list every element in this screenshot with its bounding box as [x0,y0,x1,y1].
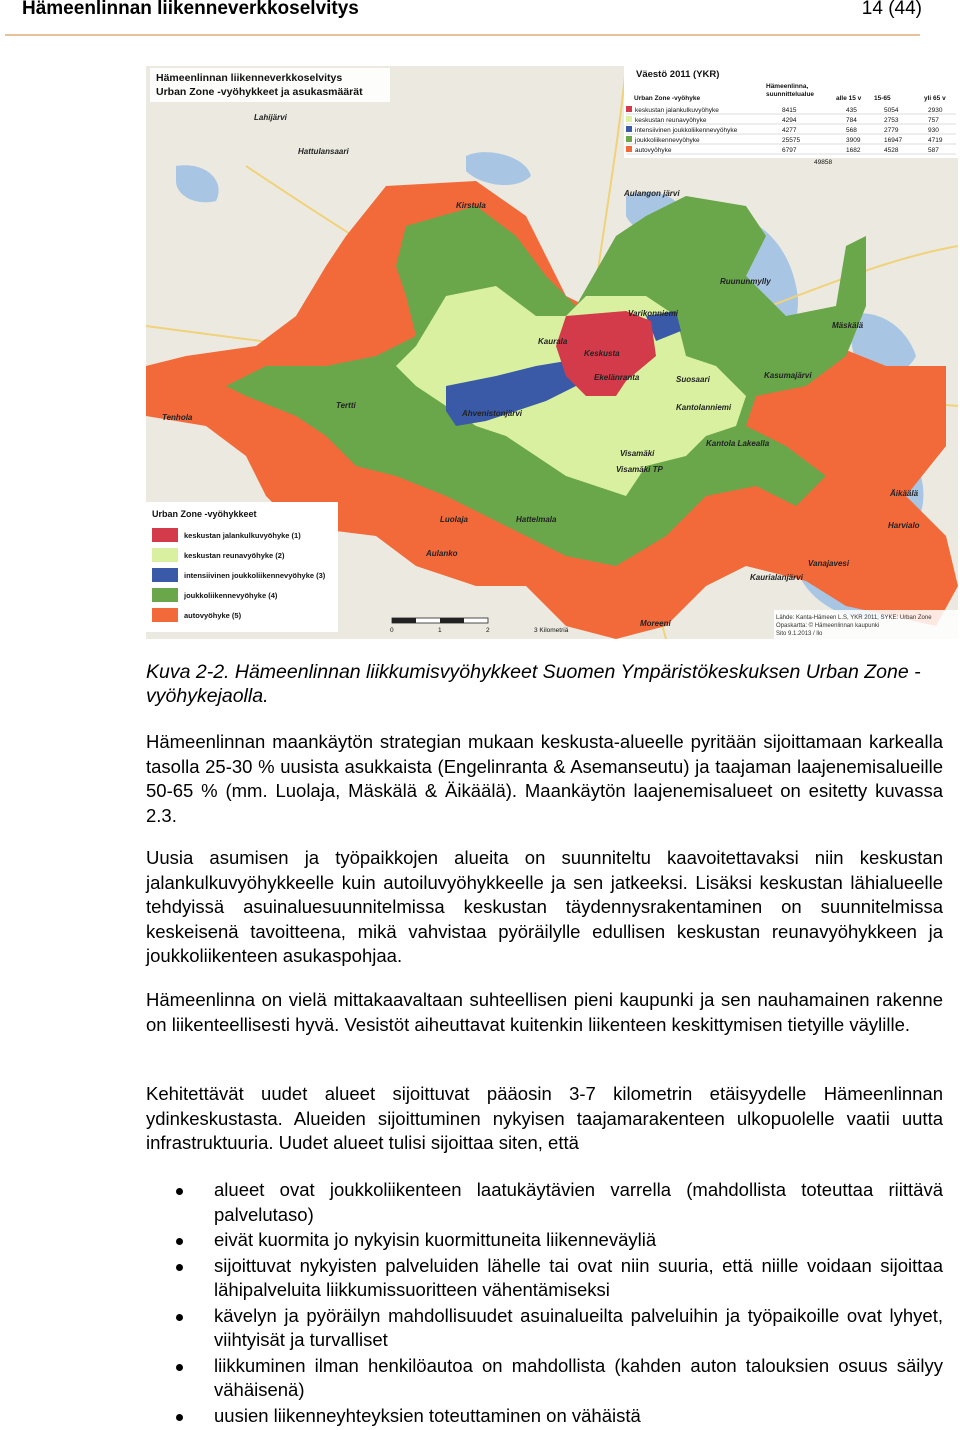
table-cell-u15: 784 [846,117,857,124]
table-sum: 49858 [814,159,833,166]
label-kirstula: Kirstula [456,201,486,210]
paragraph-2: Uusia asumisen ja työpaikkojen alueita on suunniteltu kaavoitettavaksi niin keskustan jalankulkuvyöhykkeelle kuin autoiluvyöhykkeelle ja sen jatkeeksi. Lisäksi keskustan lähialueelle tehdyissä asuinaluesuunnitelmissa keskustan täydennysrakentaminen on suunnitelmissa keskeisenä tavoitteena, mikä vahvistaa pyöräilylle edullisen keskustan reunavyöhykkeen ja joukkoliikenteen asukaspohjaa. [146,847,943,966]
legend-swatch [152,568,178,582]
list-item: alueet ovat joukkoliikenteen laatukäytävien varrella (mahdollista toteuttaa riittävä palvelutaso) [146,1178,943,1227]
legend-label: autovyöhyke (5) [184,611,242,620]
table-cell-mid: 2753 [884,117,899,124]
table-cell-total: 8415 [782,107,797,114]
label-ekelanranta: Ekelänranta [594,373,640,382]
population-table [624,66,958,166]
table-cell-u15: 568 [846,127,857,134]
source-line-3: Sito 9.1.2013 / llo [776,631,823,637]
page-number: 14 (44) [861,0,922,19]
label-luolaja: Luolaja [440,515,469,524]
label-hattulansaari: Hattulansaari [298,147,349,156]
label-suosaari: Suosaari [676,375,710,384]
list-item: sijoittuvat nykyisten palveluiden lähelle tai ovat niin suuria, että niille voidaan sijoittaa lähipalveluita liikkumissuoritteen vähentämiseksi [146,1254,943,1303]
table-cell-name: keskustan jalankulkuvyöhyke [635,107,719,114]
label-kaurala: Kaurala [538,337,568,346]
legend-swatch [152,548,178,562]
table-col3: 15-65 [874,95,891,102]
label-aikaala: Äikäälä [890,489,919,498]
table-cell-mid: 16947 [884,137,903,144]
map-title-1: Hämeenlinnan liikenneverkkoselvitys [156,72,343,84]
map-title-2: Urban Zone -vyöhykkeet ja asukasmäärät [156,86,363,98]
table-cell-mid: 2779 [884,127,899,134]
table-row-swatch [626,126,632,132]
table-col0: Urban Zone -vyöhyke [634,95,701,102]
page-header [22,0,922,34]
legend-swatch [152,528,178,542]
population-title: Väestö 2011 (YKR) [636,69,720,80]
label-lahijarvi: Lahijärvi [254,113,287,122]
figure-caption: Kuva 2-2. Hämeenlinnan liikkumisvyöhykkeet Suomen Ympäristökeskuksen Urban Zone -vyöhykejaolla. [146,661,921,707]
legend-swatch [152,608,178,622]
bullet-dot [176,1364,183,1371]
label-visamaki: Visamäki [620,449,655,458]
paragraph-1: Hämeenlinnan maankäytön strategian mukaan keskusta-alueelle pyritään sijoittamaan karkealla tasolla 25-30 % uusista asukkaista (Engelinranta & Asemanseutu) ja taajaman laajenemisalueille 50-65 % (mm. Luolaja, Mäskälä & Äikäälä). Maankäytön laajenemisalueet on esitetty kuvassa 2.3. [146,731,943,826]
paragraph-3: Hämeenlinna on vielä mittakaavaltaan suhteellisen pieni kaupunki ja sen nauhamainen rakenne on liikenteellisesti hyvä. Vesistöt aiheuttavat kuitenkin liikenteen keskittymisen tietyille väylille. [146,989,943,1035]
table-cell-name: autovyöhyke [635,147,672,154]
table-cell-u15: 1682 [846,147,861,154]
table-cell-name: intensiivinen joukkoliikennevyöhyke [635,127,738,134]
table-row-swatch [626,106,632,112]
legend-label: intensiivinen joukkoliikennevyöhyke (3) [184,571,326,580]
label-hattelmala: Hattelmala [516,515,557,524]
table-cell-o65: 930 [928,127,939,134]
urban-zone-map [146,66,958,639]
paragraph-4: Kehitettävät uudet alueet sijoittuvat pääosin 3-7 kilometrin etäisyydelle Hämeenlinnan ydinkeskustasta. Alueiden sijoittuminen nykyisen taajamarakenteen ulkopuolelle vaatii uutta infrastruktuuria. Uudet alueet tulisi sijoittaa siten, että [146,1083,943,1153]
bullet-dot [176,1238,183,1245]
label-ahvenistonjarvi: Ahvenistonjärvi [462,409,523,418]
criteria-list [146,1178,943,1429]
table-row-swatch [626,136,632,142]
label-visamaki-tp: Visamäki TP [616,465,663,474]
label-tenhola: Tenhola [162,413,193,422]
document-title: Hämeenlinnan liikenneverkkoselvitys [22,0,359,19]
label-ruununmylly: Ruununmylly [720,277,771,286]
label-kantola-lakealla: Kantola Lakealla [706,439,770,448]
scale-1: 1 [438,627,442,634]
table-cell-u15: 3909 [846,137,861,144]
legend-label: keskustan reunavyöhyke (2) [184,551,285,560]
header-rule [5,34,920,36]
label-aulanko-west: Aulanko [426,549,458,558]
table-row-swatch [626,116,632,122]
bullet-dot [176,1188,183,1195]
table-cell-total: 4294 [782,117,797,124]
table-cell-total: 4277 [782,127,797,134]
label-keskusta: Keskusta [584,349,620,358]
source-line-1: Lähde: Kanta-Hämeen L.S, YKR 2011, SYKE: Urban Zone [776,615,932,621]
table-col1b: suunnittelualue [766,91,815,98]
table-cell-o65: 587 [928,147,939,154]
table-cell-name: joukkoliikennevyöhyke [635,137,700,144]
table-cell-o65: 757 [928,117,939,124]
label-aulanko: Aulangon järvi [624,189,680,198]
table-col2: alle 15 v [836,95,862,102]
table-col4: yli 65 v [924,95,946,102]
list-item: liikkuminen ilman henkilöautoa on mahdollista (kahden auton talouksien osuus säilyy vähäisenä) [146,1354,943,1403]
list-item: uusien liikenneyhteyksien toteuttaminen on vähäistä [146,1404,943,1429]
table-row-swatch [626,146,632,152]
label-kasumajarvi: Kasumajärvi [764,371,812,380]
legend-label: keskustan jalankulkuvyöhyke (1) [184,531,301,540]
label-maskala: Mäskälä [832,321,864,330]
label-kaurialanjarvi: Kaurialanjärvi [750,573,803,582]
source-note [774,610,958,639]
label-moreeni: Moreeni [640,619,671,628]
list-item: kävelyn ja pyöräilyn mahdollisuudet asuinalueilta palveluihin ja työpaikoille ovat lyhyet, viihtyisät ja turvalliset [146,1304,943,1353]
label-vanajavesi: Vanajavesi [808,559,850,568]
label-kantolanniemi: Kantolanniemi [676,403,732,412]
table-col1a: Hämeenlinna, [766,83,809,90]
label-harvialo: Harvialo [888,521,920,530]
table-cell-o65: 4719 [928,137,943,144]
scale-0: 0 [390,627,394,634]
legend-swatch [152,588,178,602]
list-item: eivät kuormita jo nykyisin kuormittuneita liikenneväyliä [146,1228,943,1253]
table-cell-name: keskustan reunavyöhyke [635,117,707,124]
bullet-dot [176,1314,183,1321]
bullet-dot [176,1414,183,1421]
scale-2: 2 [486,627,490,634]
table-cell-mid: 5054 [884,107,899,114]
source-line-2: Opaskartta: © Hämeenlinnan kaupunki [776,623,880,629]
map-legend [146,502,338,632]
label-varikonniemi: Varikonniemi [628,309,678,318]
legend-label: joukkoliikennevyöhyke (4) [184,591,278,600]
table-cell-o65: 2930 [928,107,943,114]
label-tertti: Tertti [336,401,356,410]
legend-title: Urban Zone -vyöhykkeet [152,509,257,519]
scale-3: 3 Kilometriä [534,627,569,634]
table-cell-total: 6797 [782,147,797,154]
table-cell-u15: 435 [846,107,857,114]
bullet-dot [176,1264,183,1271]
table-cell-total: 25575 [782,137,801,144]
table-cell-mid: 4528 [884,147,899,154]
